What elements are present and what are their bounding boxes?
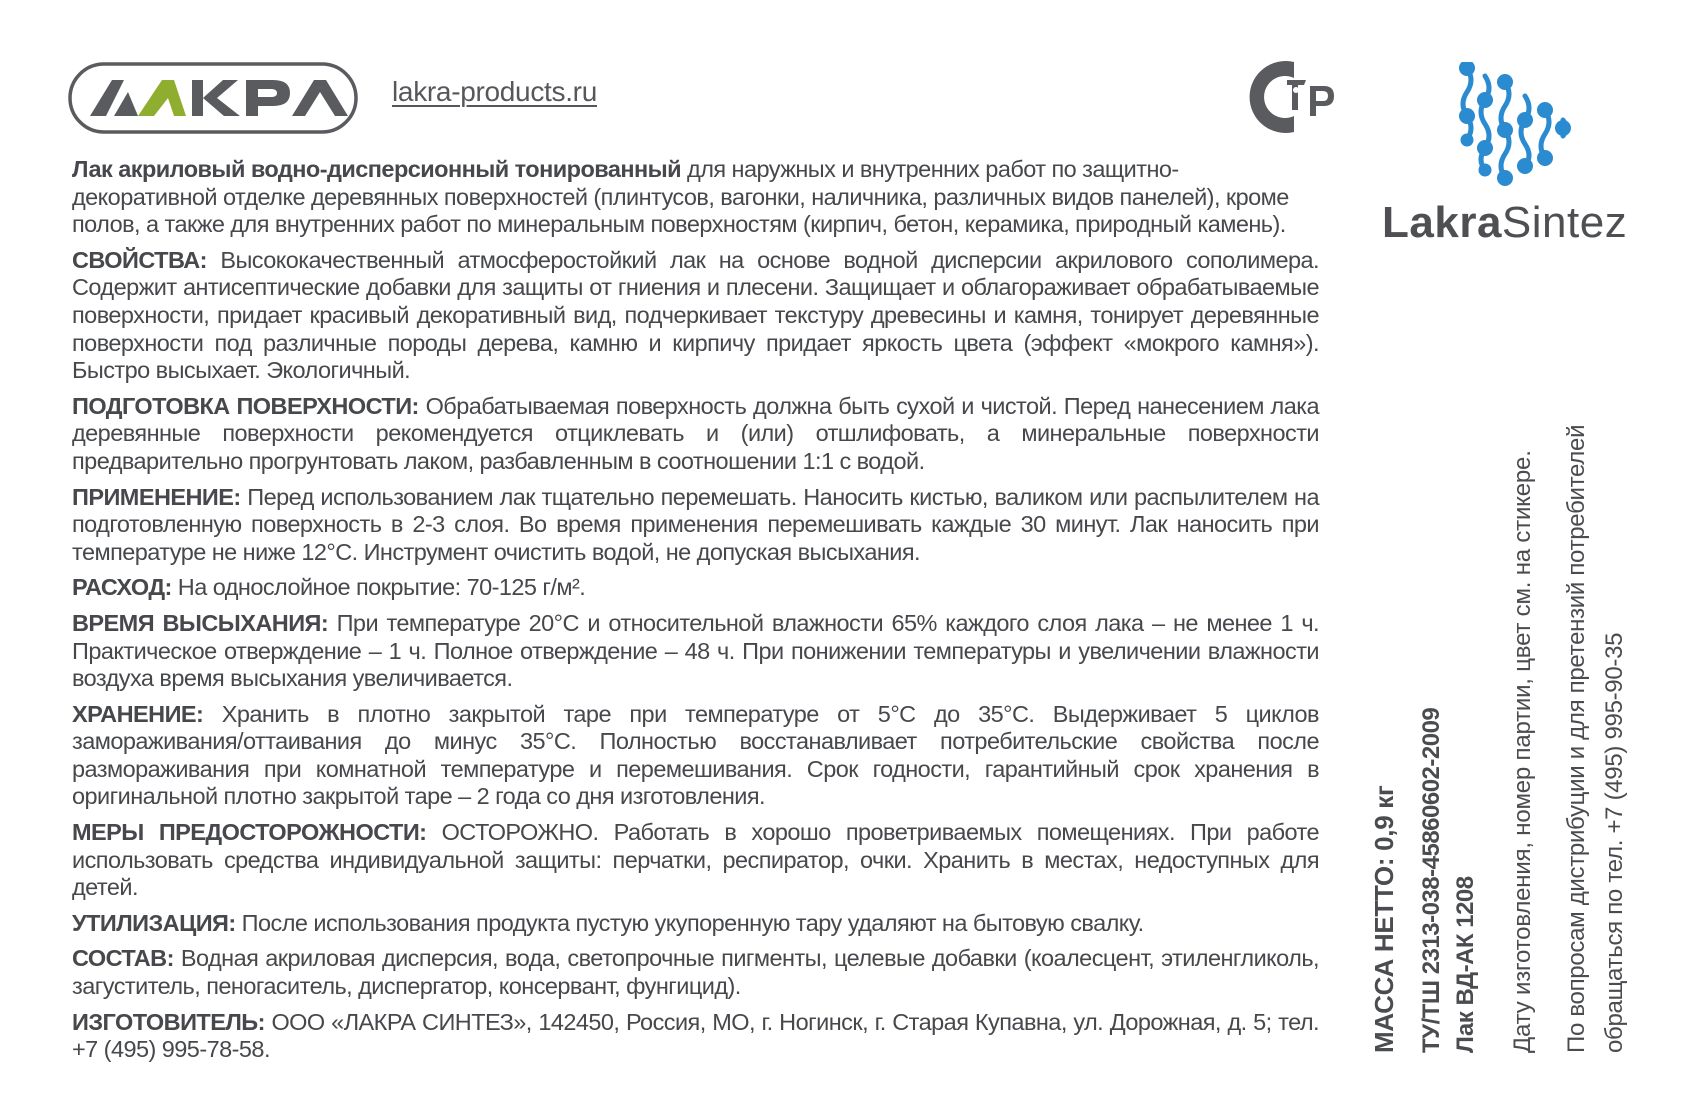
product-code: Лак ВД-АК 1208 xyxy=(1452,876,1479,1053)
manufacturer-label: ИЗГОТОВИТЕЛЬ: xyxy=(72,1008,265,1035)
eac-tr-certification-icon xyxy=(1232,58,1340,136)
disposal-paragraph xyxy=(72,910,1319,938)
net-mass-column xyxy=(1366,785,1402,1053)
lakra-sintez-wordmark xyxy=(1382,198,1627,248)
drying-paragraph xyxy=(72,610,1319,693)
consumption-paragraph xyxy=(72,574,1319,602)
composition-text: Водная акриловая дисперсия, вода, светопрочные пигменты, целевые добавки (коалесцент, этиленгликоль, загуститель, пеногаситель, диспергатор, консервант, фунгицид). xyxy=(72,945,1319,1000)
sintez-wordmark-bold: Lakra xyxy=(1382,198,1502,247)
lakra-sintez-molecule-icon xyxy=(1455,62,1575,202)
contact-line-1: По вопросам дистрибуции и для претензий потребителей xyxy=(1563,424,1590,1053)
application-paragraph xyxy=(72,484,1319,567)
drying-text: При температуре 20°С и относительной влажности 65% каждого слоя лака – не менее 1 ч. Практическое отверждение – 1 ч. Полное отверждение – 48 ч. При понижении температуры и увеличении влажности воздуха время высыхания увеличивается. xyxy=(72,609,1319,692)
date-note-column xyxy=(1505,450,1541,1053)
storage-paragraph xyxy=(72,701,1319,811)
preparation-text: Обрабатываемая поверхность должна быть сухой и чистой. Перед нанесением лака деревянные поверхности рекомендуется отциклевать и (или) отшлифовать, а минеральные поверхности предварительно прогрунтовать лаком, разбавленным в соотношении 1:1 с водой. xyxy=(72,392,1319,474)
precautions-text: ОСТОРОЖНО. Работать в хорошо проветриваемых помещениях. При работе использовать средства индивидуальной защиты: перчатки, респиратор, очки. Хранить в местах, недоступных для детей. xyxy=(72,819,1319,901)
composition-paragraph xyxy=(72,945,1319,1000)
application-label: ПРИМЕНЕНИЕ: xyxy=(72,483,241,510)
precautions-paragraph xyxy=(72,819,1319,902)
contact-column xyxy=(1558,425,1634,1053)
manufacturer-paragraph xyxy=(72,1009,1319,1064)
disposal-text: После использования продукта пустую укупоренную тару удаляют на бытовую свалку. xyxy=(235,909,1144,936)
intro-text: для наружных и внутренних работ по защитно-декоративной отделке деревянных поверхностей (плинтусов, вагонки, наличника, различных видов панелей), кроме полов, а также для внутренних работ по минеральным поверхностям (кирпич, бетон, керамика, природный камень). xyxy=(72,156,1289,238)
intro-lead: Лак акриловый водно-дисперсионный тонированный xyxy=(72,156,682,182)
storage-label: ХРАНЕНИЕ: xyxy=(72,700,204,727)
precautions-label: МЕРЫ ПРЕДОСТОРОЖНОСТИ: xyxy=(72,819,427,846)
sintez-wordmark-light: Sintez xyxy=(1501,198,1628,247)
net-mass: МАССА НЕТТО: 0,9 кг xyxy=(1369,785,1399,1053)
preparation-label: ПОДГОТОВКА ПОВЕРХНОСТИ: xyxy=(72,392,419,419)
drying-label: ВРЕМЯ ВЫСЫХАНИЯ: xyxy=(72,609,329,636)
lakra-logo-icon xyxy=(68,62,358,134)
properties-text: Высококачественный атмосферостойкий лак на основе водной дисперсии акрилового сополимера. Содержит антисептические добавки для защиты от гниения и плесени. Защищает и облагораживает обрабатываемые поверхности, придает красивый декоративный вид, подчеркивает текстуру древесины и камня, тонирует деревянные поверхности под различные породы дерева, камню и кирпичу придает яркость цвета (эффект «мокрого камня»). Быстро высыхает. Экологичный. xyxy=(72,246,1319,384)
label-text xyxy=(72,156,1319,1072)
disposal-label: УТИЛИЗАЦИЯ: xyxy=(72,909,236,936)
tu-column xyxy=(1415,708,1483,1053)
storage-text: Хранить в плотно закрытой таре при температуре от 5°С до 35°С. Выдерживает 5 циклов замораживания/оттаивания до минус 35°С. Полностью восстанавливает потребительские свойства после размораживания при комнатной температуре и перемешивания. Срок годности, гарантийный срок хранения в оригинальной плотно закрытой таре – 2 года со дня изготовления. xyxy=(72,700,1319,810)
contact-line-2: обращаться по тел. +7 (495) 995-90-35 xyxy=(1601,632,1628,1053)
manufacture-date-note: Дату изготовления, номер партии, цвет см. на стикере. xyxy=(1509,450,1536,1053)
website-link[interactable]: lakra-products.ru xyxy=(392,76,597,107)
properties-label: СВОЙСТВА: xyxy=(72,246,207,273)
consumption-label: РАСХОД: xyxy=(72,574,172,601)
preparation-paragraph xyxy=(72,393,1319,476)
composition-label: СОСТАВ: xyxy=(72,945,174,972)
consumption-text: На однослойное покрытие: 70-125 г/м². xyxy=(171,574,586,601)
intro-paragraph xyxy=(72,156,1319,239)
properties-paragraph xyxy=(72,247,1319,385)
manufacturer-text: ООО «ЛАКРА СИНТЕЗ», 142450, Россия, МО, г. Ногинск, г. Старая Купавна, ул. Дорожная, д. 5; тел. +7 (495) 995-78-58. xyxy=(72,1008,1319,1063)
application-text: Перед использованием лак тщательно перемешать. Наносить кистью, валиком или распылителем на подготовленную поверхность в 2-3 слоя. Во время применения перемешивать каждые 30 минут. Лак наносить при температуре не ниже 12°С. Инструмент очистить водой, не допуская высыхания. xyxy=(72,483,1319,565)
tu-spec: ТУ/ТШ 2313-038-45860602-2009 xyxy=(1418,707,1445,1053)
